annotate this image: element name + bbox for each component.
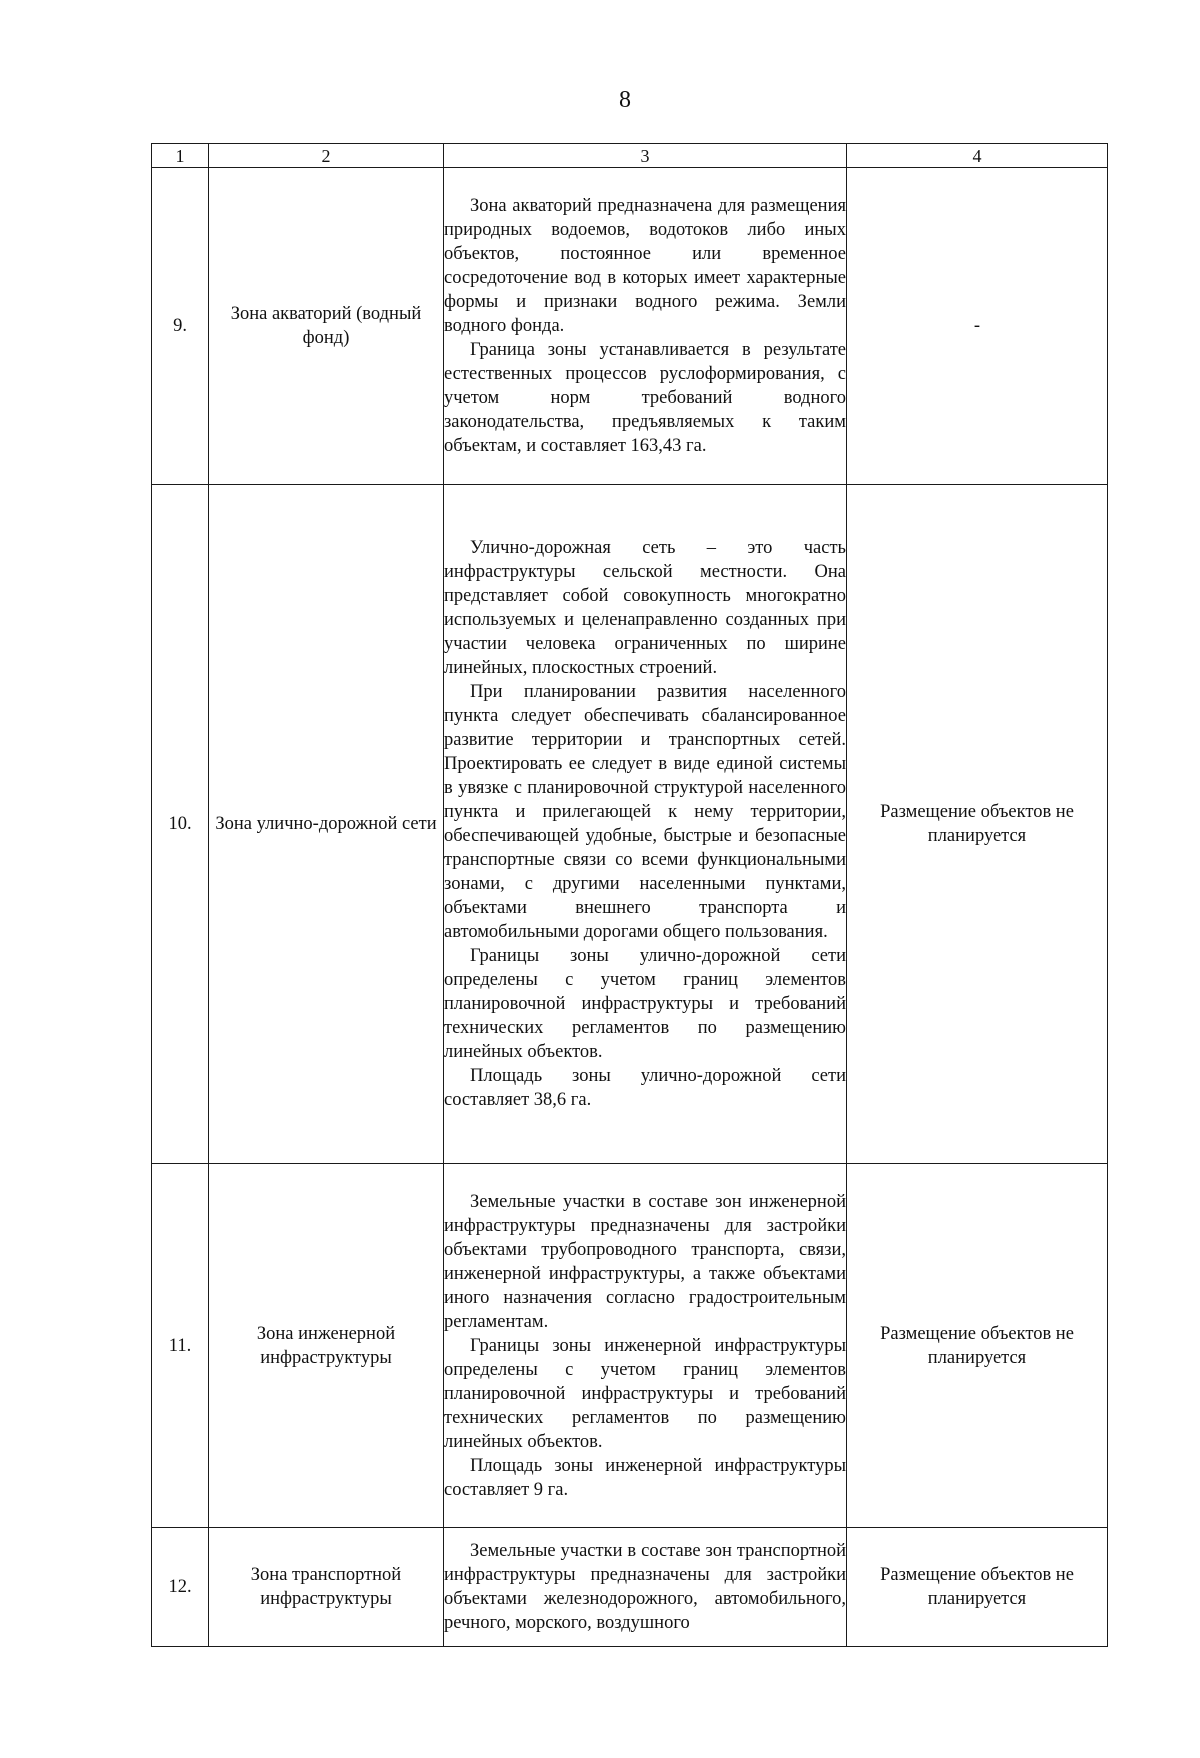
row-number: 12.: [152, 1528, 209, 1647]
row-number: 9.: [152, 168, 209, 485]
column-header: 1: [152, 144, 209, 168]
description-paragraph: Границы зоны инженерной инфраструктуры определены с учетом границ элементов планировочной инфраструктуры и требований технических регламентов по размещению линейных объектов.: [444, 1335, 846, 1452]
zone-name: Зона акваторий (водный фонд): [209, 168, 444, 485]
column-header: 2: [209, 144, 444, 168]
description-paragraph: Земельные участки в составе зон транспортной инфраструктуры предназначены для застройки объектами железнодорожного, автомобильного, речного, морского, воздушного: [444, 1541, 846, 1633]
placement-note: Размещение объектов не планируется: [847, 1528, 1108, 1647]
description-paragraph: Земельные участки в составе зон инженерной инфраструктуры предназначены для застройки объектами трубопроводного транспорта, связи, инженерной инфраструктуры, а также объектами иного назначения согласно градостроительным регламентам.: [444, 1191, 846, 1332]
zone-description: [444, 1528, 847, 1647]
description-paragraph: Улично-дорожная сеть – это часть инфраструктуры сельской местности. Она представляет собой совокупность многократно используемых и целенаправленно созданных при участии человека ограниченных по ширине линейных, плоскостных строений.: [444, 538, 846, 678]
column-header: 4: [847, 144, 1108, 168]
column-header: 3: [444, 144, 847, 168]
table-row: [152, 168, 1108, 485]
row-number: 11.: [152, 1164, 209, 1528]
zone-name: Зона инженерной инфраструктуры: [209, 1164, 444, 1528]
page-number: 8: [619, 87, 631, 113]
placement-note: Размещение объектов не планируется: [847, 485, 1108, 1164]
description-paragraph: Площадь зоны инженерной инфраструктуры составляет 9 га.: [444, 1455, 846, 1500]
zone-description: [444, 1164, 847, 1528]
table-header-row: [152, 144, 1108, 168]
placement-note: Размещение объектов не планируется: [847, 1164, 1108, 1528]
description-paragraph: Площадь зоны улично-дорожной сети составляет 38,6 га.: [444, 1066, 846, 1110]
placement-note: -: [847, 168, 1108, 485]
zone-description: [444, 168, 847, 485]
description-paragraph: Зона акваторий предназначена для размещения природных водоемов, водотоков либо иных объектов, постоянное или временное сосредоточение вод в которых имеет характерные формы и признаки водного режима. Земли водного фонда.: [444, 196, 846, 336]
row-number: 10.: [152, 485, 209, 1164]
table-row: [152, 1164, 1108, 1528]
zone-description: [444, 485, 847, 1164]
table-row: [152, 1528, 1108, 1647]
zones-table: [151, 143, 1108, 1647]
description-paragraph: Граница зоны устанавливается в результате естественных процессов руслоформирования, с учетом норм требований водного законодательства, предъявляемых к таким объектам, и составляет 163,43 га.: [444, 340, 846, 456]
description-paragraph: Границы зоны улично-дорожной сети определены с учетом границ элементов планировочной инфраструктуры и требований технических регламентов по размещению линейных объектов.: [444, 946, 846, 1062]
table-row: [152, 485, 1108, 1164]
zone-name: Зона транспортной инфраструктуры: [209, 1528, 444, 1647]
zone-name: Зона улично-дорожной сети: [209, 485, 444, 1164]
description-paragraph: При планировании развития населенного пункта следует обеспечивать сбалансированное развитие территории и транспортных сетей. Проектировать ее следует в виде единой системы в увязке с планировочной структурой населенного пункта и прилегающей к нему территории, обеспечивающей удобные, быстрые и безопасные транспортные связи со всеми функциональными зонами, с другими населенными пунктами, объектами внешнего транспорта и автомобильными дорогами общего пользования.: [444, 682, 846, 942]
